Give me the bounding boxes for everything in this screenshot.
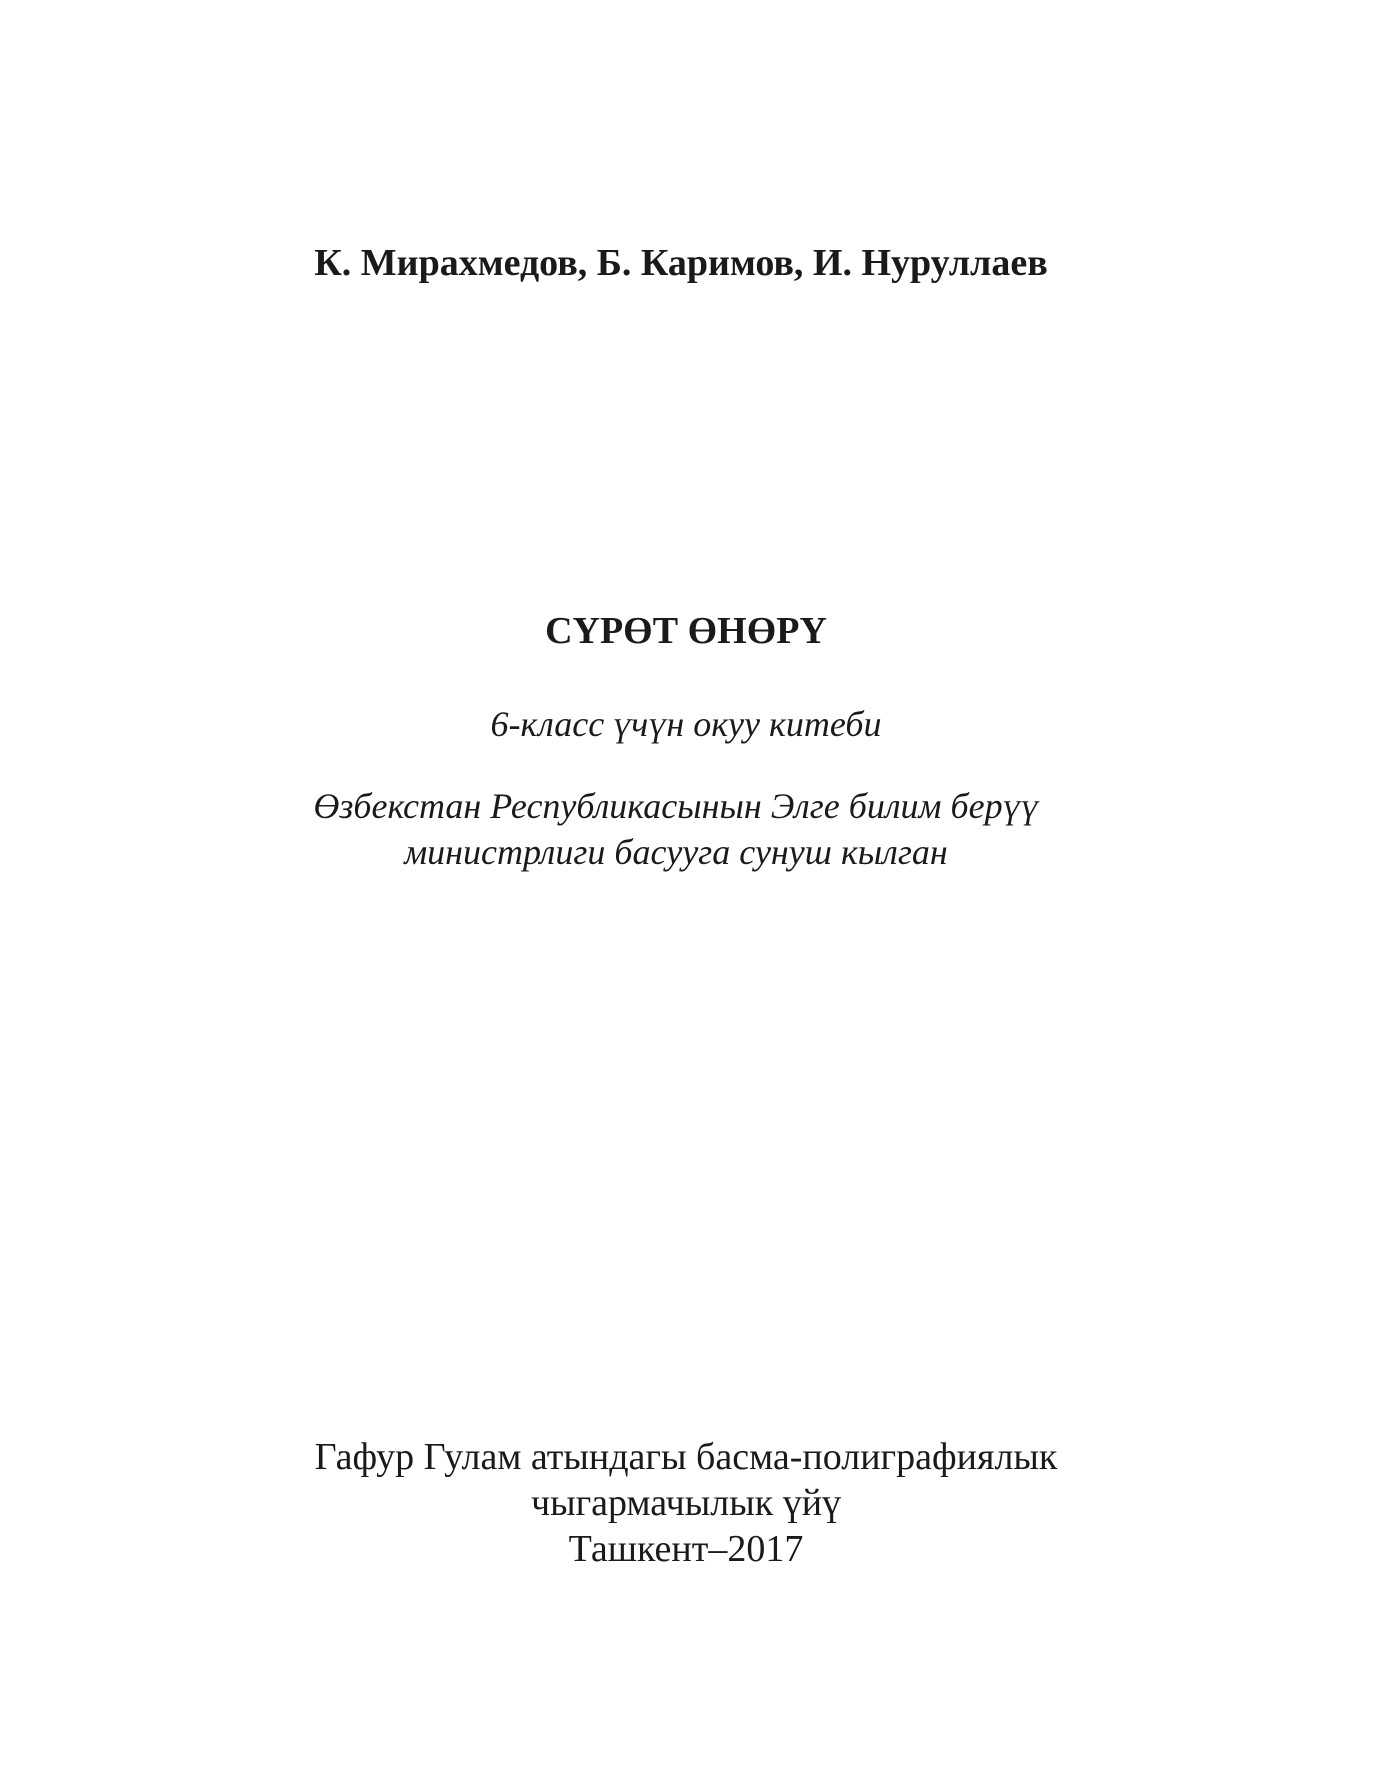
approval-line-2: министрлиги басууга сунуш кылган bbox=[404, 832, 948, 872]
approval-line-1: Өзбекстан Республикасынын Элге билим берүү bbox=[313, 786, 1039, 826]
approval-note bbox=[0, 783, 1378, 875]
book-title: СҮРӨТ ӨНӨРҮ bbox=[545, 610, 827, 652]
publisher-house: чыгармачылык үйү bbox=[530, 1482, 842, 1524]
publisher-block bbox=[0, 1434, 1378, 1572]
publication-place-year: Ташкент–2017 bbox=[568, 1528, 804, 1570]
book-subtitle: 6-класс үчүн окуу китеби bbox=[490, 704, 882, 744]
authors: К. Мирахмедов, Б. Каримов, И. Нуруллаев bbox=[314, 242, 1048, 284]
publisher-name: Гафур Гулам атындагы басма-полиграфиялык bbox=[314, 1436, 1058, 1478]
